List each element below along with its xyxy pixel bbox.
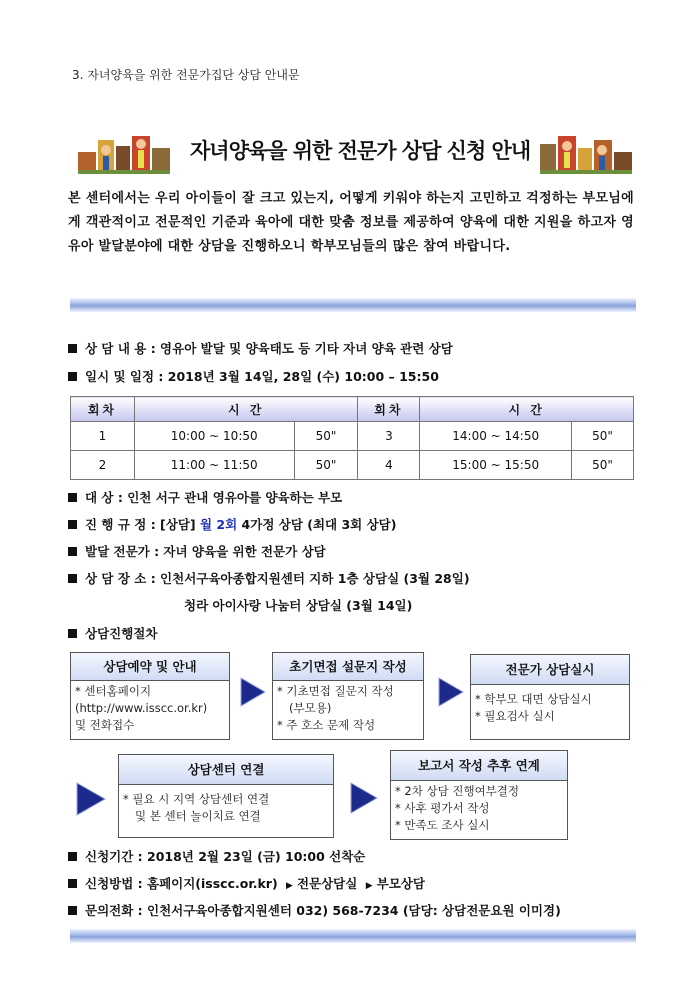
- page-title: 자녀양육을 위한 전문가 상담 신청 안내: [190, 139, 531, 163]
- square-bullet-icon: [68, 574, 77, 583]
- table-header-row: [71, 397, 634, 422]
- contact-phone: 문의전화 : 인천서구육아종합지원센터 032) 568-7234 (담당: 상담전문요원 이미경): [68, 901, 561, 919]
- square-bullet-icon: [68, 520, 77, 529]
- square-bullet-icon: [68, 852, 77, 861]
- info-rule: 진 행 규 정 : [상담] 월 2회 4가정 상담 (최대 3회 상담): [68, 515, 396, 533]
- flow-arrow-icon: [350, 782, 378, 814]
- step-title-reservation: 상담예약 및 안내: [70, 652, 230, 682]
- round-cell: 3: [358, 422, 420, 451]
- info-target: 대 상 : 인천 서구 관내 영유아를 양육하는 부모: [68, 488, 342, 506]
- step-body-center-link: * 필요 시 지역 상담센터 연결 및 본 센터 놀이치료 연결: [118, 784, 334, 838]
- square-bullet-icon: [68, 372, 77, 381]
- flow-arrow-icon: [240, 677, 266, 707]
- info-place-2: 청라 아이사랑 나눔터 상담실 (3월 14일): [184, 598, 413, 613]
- round-cell: 1: [71, 422, 135, 451]
- header-round: 회차: [358, 397, 420, 422]
- header-round: 회차: [71, 397, 135, 422]
- divider-band-top: [70, 298, 636, 312]
- square-bullet-icon: [68, 493, 77, 502]
- info-date: 일시 및 일정 : 2018년 3월 14일, 28일 (수) 10:00 – 15:50: [68, 367, 439, 385]
- step-title-expert: 전문가 상담실시: [470, 654, 630, 686]
- duration-cell: 50": [572, 451, 634, 480]
- info-content: 상 담 내 용 : 영유아 발달 및 양육태도 등 기타 자녀 양육 관련 상담: [68, 339, 453, 357]
- divider-band-bottom: [70, 929, 636, 943]
- step-title-center-link: 상담센터 연결: [118, 754, 334, 786]
- round-cell: 4: [358, 451, 420, 480]
- time-cell: 14:00 ~ 14:50: [420, 422, 572, 451]
- info-place: 상 담 장 소 : 인천서구육아종합지원센터 지하 1층 상담실 (3월 28일): [68, 569, 470, 587]
- rule-highlight: 월 2회: [200, 517, 238, 532]
- family-illustration-left: [78, 130, 170, 174]
- time-cell: 10:00 ~ 10:50: [134, 422, 294, 451]
- step-title-interview: 초기면접 설문지 작성: [272, 652, 424, 682]
- info-procedure: 상담진행절차: [68, 624, 157, 642]
- square-bullet-icon: [68, 629, 77, 638]
- step-body-reservation: * 센터홈페이지 (http://www.isscc.or.kr) 및 전화접수: [70, 680, 230, 740]
- square-bullet-icon: [68, 906, 77, 915]
- triangle-right-icon: ▶: [286, 881, 293, 891]
- step-body-report: * 2차 상담 진행여부결정 * 사후 평가서 작성 * 만족도 조사 실시: [390, 780, 568, 840]
- flow-arrow-icon: [438, 677, 464, 707]
- header-time: 시 간: [134, 397, 358, 422]
- square-bullet-icon: [68, 344, 77, 353]
- time-cell: 11:00 ~ 11:50: [134, 451, 294, 480]
- info-expert: 발달 전문가 : 자녀 양육을 위한 전문가 상담: [68, 542, 326, 560]
- table-row: [71, 451, 634, 480]
- duration-cell: 50": [294, 422, 358, 451]
- round-cell: 2: [71, 451, 135, 480]
- apply-method: 신청방법 : 홈페이지(isscc.or.kr) ▶ 전문상담실 ▶ 부모상담: [68, 874, 425, 892]
- flow-arrow-icon: [76, 782, 106, 816]
- intro-paragraph: 본 센터에서는 우리 아이들이 잘 크고 있는지, 어떻게 키워야 하는지 고민하고 걱정하는 부모님에게 객관적이고 전문적인 기준과 육아에 대한 맞춤 정보를 제공하여 양육에 대한 지원을 하고자 영유아 발달분야에 대한 상담을 진행하오니 학부모님들의 많은 참여 바랍니다.: [68, 191, 634, 254]
- table-row: [71, 422, 634, 451]
- page-header: 3. 자녀양육을 위한 전문가집단 상담 안내문: [72, 68, 300, 82]
- duration-cell: 50": [294, 451, 358, 480]
- time-cell: 15:00 ~ 15:50: [420, 451, 572, 480]
- header-time: 시 간: [420, 397, 634, 422]
- apply-period: 신청기간 : 2018년 2월 23일 (금) 10:00 선착순: [68, 847, 365, 865]
- step-title-report: 보고서 작성 추후 연계: [390, 750, 568, 782]
- step-body-interview: * 기초면접 질문지 작성 (부모용) * 주 호소 문제 작성: [272, 680, 424, 740]
- step-body-expert: * 학부모 대면 상담실시 * 필요검사 실시: [470, 684, 630, 740]
- family-illustration-right: [540, 130, 632, 174]
- triangle-right-icon: ▶: [365, 881, 373, 891]
- square-bullet-icon: [68, 547, 77, 556]
- duration-cell: 50": [572, 422, 634, 451]
- square-bullet-icon: [68, 879, 77, 888]
- schedule-table: [70, 396, 634, 480]
